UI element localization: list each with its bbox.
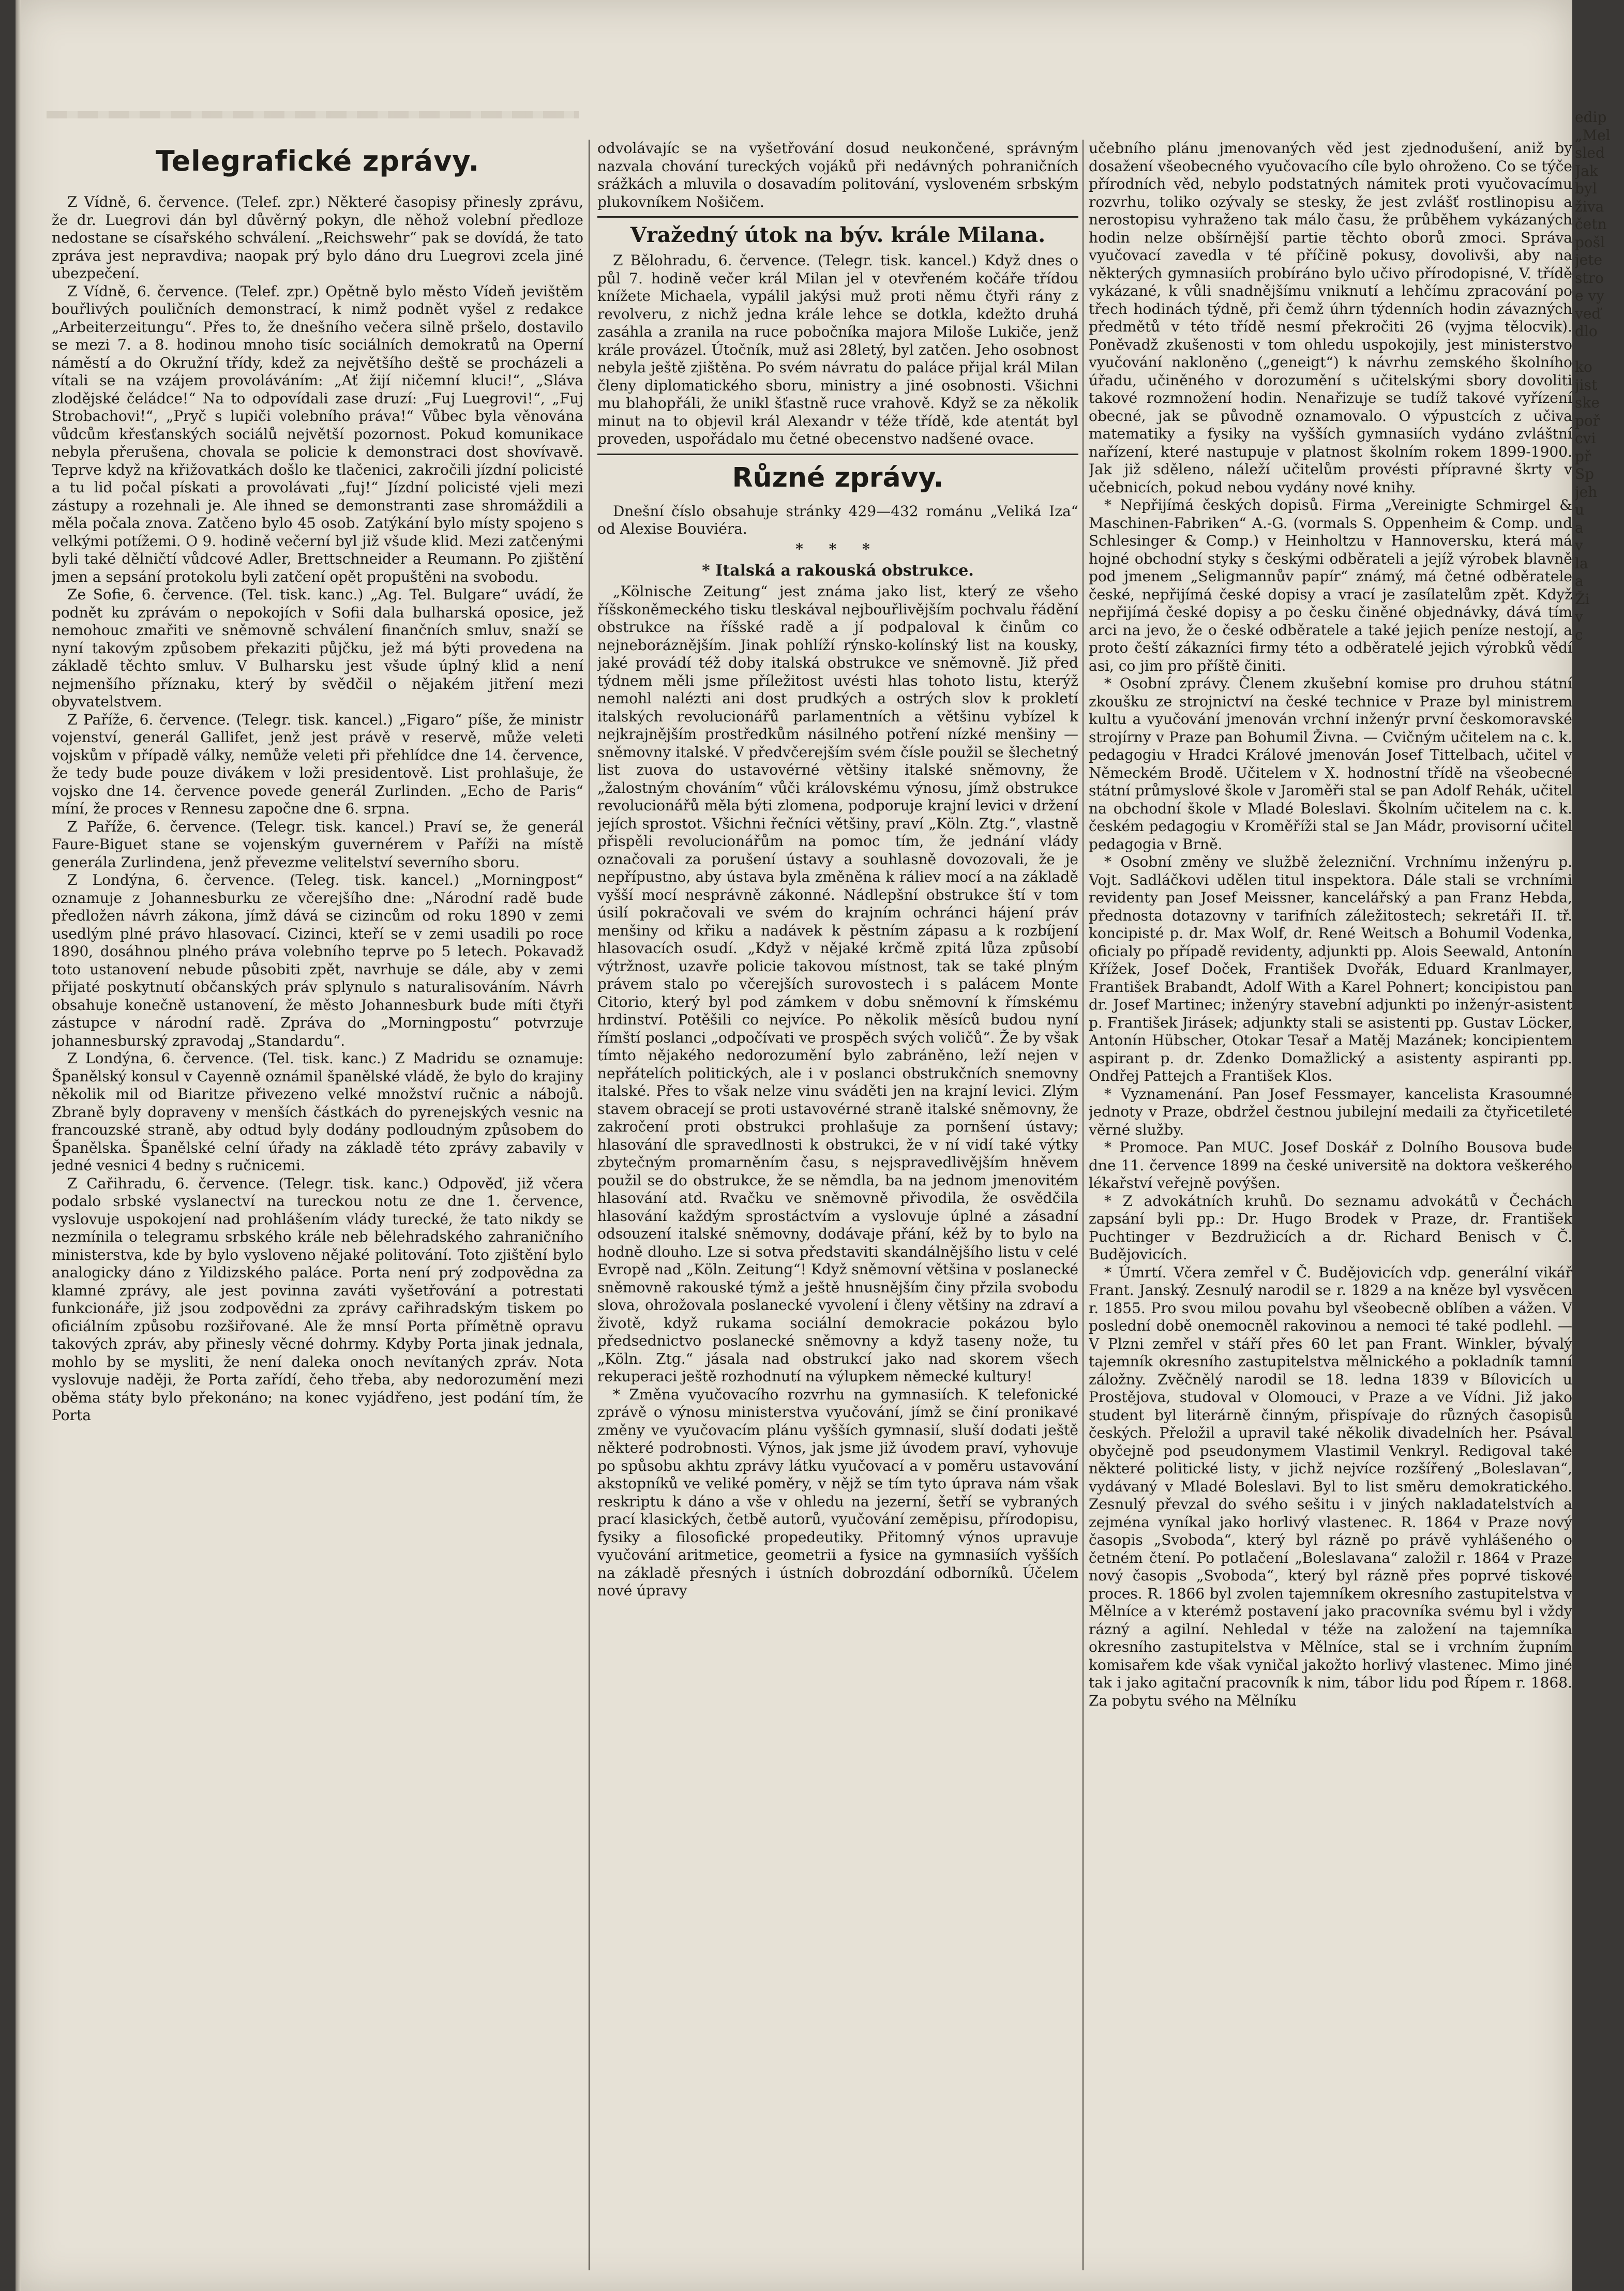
column-rule [1082, 140, 1084, 2270]
news-item: Z Paříže, 6. července. (Telegr. tisk. kancel.) Praví se, že generál Faure-Biguet stane se vojenským guvernérem v Paříži na místě generála Zurlindena, jenž převezme velitelství severního sboru. [52, 818, 583, 871]
news-item: * Změna vyučovacího rozvrhu na gymnasiích. K telefonické zprávě o výnosu ministerstva vyučování, jímž se činí pronikavé změny ve vyučovacím plánu vyšších gymnasií, sluší dodati ještě některé podrobnosti. Výnos, jak jsme již úvodem praví, vyhovuje po spůsobu akhtu zprávy látku vyučovací a v poměru ustavování akstopníků ve veliké poměry, v nějž se tím tyto úprava nám však reskriptu k dáno a vše v ohledu na jezerní, šetří se vybraných prací klasických, četbě autorů, vyučování zeměpisu, přírodopisu, fysiky a filosofické propedeutiky. Přitomný výnos upravuje vyučování aritmetice, geometrii a fysice na gymnasiích vyšších na základě přesných i ústních dobrozdání odborníků. Účelem nové úpravy [597, 1385, 1078, 1599]
article-body: Z Bělohradu, 6. července. (Telegr. tisk. kancel.) Když dnes o půl 7. hodině večer král Milan jel v otevřeném kočáře třídou knížete Michaela, vypálil jakýsi muž proti němu čtyři rány z revolveru, z nichž jedna krále lehce se dotkla, kdežto druhá zasáhla a zranila na ruce pobočníka majora Miloše Lukiče, jenž krále provázel. Útočník, muž asi 28letý, byl zatčen. Jeho osobnost nebyla ještě zjištěna. Po svém návratu do paláce přijal král Milan členy diplomatického sboru, ministry a jiné osobnosti. Všichni mu blahopřáli, že unikl šťastně ruce vrahově. Když se za několik minut na to objevil král Alexandr v téže třídě, kde atentát byl proveden, uspořádalo mu četné obecenstvo nadšené ovace. [597, 252, 1078, 447]
news-item: Z Vídně, 6. července. (Telef. zpr.) Některé časopisy přinesly zprávu, že dr. Luegrovi dán byl důvěrný pokyn, dle něhož volební předloze nedostane se císařského schválení. „Reichswehr“ pak se dovídá, že tato zpráva jest nepravdiva; naopak prý bylo dáno dru Luegrovi zcela jiné ubezpečení. [52, 193, 583, 282]
news-item: * Promoce. Pan MUC. Josef Doskář z Dolního Bousova bude dne 11. července 1899 na české universitě na doktora veškerého lékařství veřejně povýšen. [1089, 1139, 1572, 1192]
continued-text: odvolávajíc se na vyšetřování dosud neukončené, správným nazvala chování tureckých vojáků při nedávných pohraničních srážkách a mluvila o dosavadím politování, vysloveném srbským plukovníkem Nošičem. [597, 140, 1078, 210]
divider [597, 454, 1078, 455]
news-item: Z Londýna, 6. července. (Tel. tisk. kanc.) Z Madridu se oznamuje: Španělský konsul v Cayenně oznámil španělské vládě, že bylo do krajiny několik mil od Biaritze přivezeno velké množství ručnic a nábojů. Zbraně byly dopraveny v menších částkách do pyrenejských vesnic na francouzské straně, aby odtud byly dodány podloudným způsobem do Španělska. Španělské celní úřady na základě této zprávy zabavily v jedné vesnici 4 bedny s ručnicemi. [52, 1050, 583, 1174]
news-item: Z Vídně, 6. července. (Telef. zpr.) Opětně bylo město Vídeň jevištěm bouřlivých pouličních demonstrací, k nimž podnět vyšel z redakce „Arbeiterzeitungu“. Přes to, že dnešního večera silně pršelo, dostavilo se mezi 7. a 8. hodinou mnoho tisíc sociálních demokratů na Operní náměstí a do Okružní třídy, kdež za největšího deště se procházeli a vítali se na vzájem provoláváním: „Ať žijí ničemní kluci!“, „Sláva zlodějské čeládce!“ Na to odpovídali zase druzí: „Fuj Luegrovi!“, „Fuj Strobachovi!“, „Pryč s lupiči volebního práva!“ Vůbec byla věnována vůdcům křesťanských sociálů největší pozornost. Pokud komunikace nebyla přerušena, chovala se policie k demonstraci dost shovívavě. Teprve když na křižovatkách došlo ke tlačenici, zakročili jízdní policisté a tu lid počal pískati a provolávati „fuj!“ Jízdní policisté vjeli mezi zástupy a rozehnali je. Ale ihned se demonstranti zase shromáždili a měla počala znova. Zatčeno bylo 45 osob. Zatýkání bylo místy spojeno s velkými potížemi. O 9. hodině večerní byl již všude klid. Mezi zatčenými byli také dělničtí vůdcové Adler, Brettschneider a Reumann. Po zjištění jmen a sepsání protokolu byli zatčení opět propuštěni na svobodu. [52, 282, 583, 585]
column-middle [597, 140, 1078, 2270]
article-title-milan: Vražedný útok na býv. krále Milana. [597, 216, 1078, 249]
news-item: učebního plánu jmenovaných věd jest zjednodušení, aniž by dosažení všeobecného vyučovacího cíle bylo ohroženo. Co se týče přírodních věd, nebylo podstatných námitek proti vyučovacímu rozvrhu, toliko ozývaly se stesky, že jest zvlášť rostlinopisu a nerostopisu vyhraženo tak málo času, že průběhem vykázaných hodin nelze obšírnější partie těchto oborů zmoci. Správa vyučovací zavedla v té příčině pokusy, dovolivši, aby na některých gymnasiích probíráno bylo učivo přírodopisné, V. třídě vykázané, k vůli snadnějšímu vniknutí a lehčímu zpracování po třech hodinách týdně, při čemž úhrn týdenních hodin závazných předmětů v této třídě nesmí překročiti 26 (vyjma tělocvik). Poněvadž zkušenosti v tom ohledu uspokojily, jest ministerstvo vyučování nakloněno („geneigt“) k návrhu zemského školního úřadu, učiněného v dorozumění s učitelskými sbory dovoliti takové rozmnožení hodin. Nenařizuje se tudíž takové vyřízení obecné, jak se původně oznamovalo. O výpustcích z učiva matematiky a fysiky na vyšších gymnasiích vydáno zvláštní nařízení, které nastupuje v platnost školním rokem 1899-1900. Jak již sděleno, náleží učitelům provésti přípravné škrty v učebnicích, pokud nebou vydány nové knihy. [1089, 140, 1572, 496]
column-right [1089, 140, 1572, 2270]
news-item: * Nepřijímá českých dopisů. Firma „Vereinigte Schmirgel & Maschinen-Fabriken“ A.-G. (vormals S. Oppenheim & Comp. und Schlesinger & Comp.) v Heinholtzu v Hannoversku, která má hojné obchodní styky s českými odběrateli a jejíž výrobek blavně pod jmenem „Seligmannův papír“ známý, má četné odběratele české, nepřijímá české dopisy a vrací je zasílatelům zpět. Když nepřijímá české dopisy a po česku činěné objednávky, dává tím arci na jevo, že o české odběratele a také jejich peníze nestojí, a proto čeští zákazníci firmy této a odběratelé jejich výrobků vědí asi, co jim pro příště činiti. [1089, 496, 1572, 674]
news-item: „Kölnische Zeitung“ jest známa jako list, který ze všeho říšskoněmeckého tisku tleskával nejbouřlivějším pochvalu řádění obstrukce na říšské radě a jí podpaloval k činům co nejneboráznějším. Jinak pohlíží rýnsko-kolínský list na kousky, jaké provádí též doby italská obstrukce ve sněmovně. Již před týdnem měli jsme příležitost uvésti hlas tohoto listu, kterýž nemohl nalézti ani dost prudkých a ostrých slov k prokletí italských revolucionářů parlamentních a většinu vybízel k nejkrajnějším prostředkům násilného potření nízké menšiny — sněmovny italské. V předvčerejším svém čísle použil se šlechetný list zuova do ustavovérné většiny italské sněmovny, že „žalostným chováním“ vůči královskému výnosu, jímž obstrukce revolucionářů měla býti zlomena, podporuje krajní levici v držení jejích sprostot. Všichni řečníci většiny, praví „Köln. Ztg.“, vlastně přispěli revolucionářům na pomoc tím, že jednání vlády označovali za porušení ústavy a souhlasně dovozovali, že je nepřípustno, aby ústava byla změněna k ráliev mocí a na základě vyšší mocí nesprávně zákonné. Nádlepšní obstrukce ští v tom úsilí pokračovali ve svém do krajním ochránci hájení práv menšiny od křiku a nadávek k pěstním zápasu a k rozbíjení hlasovacích osudí. „Když v nějaké krčmě zpitá lůza způsobí výtržnost, uzavře policie takovou místnost, tak se také plným právem stalo po včerejších surovostech i s palácem Monte Citorio, který byl pod zámkem v dobu sněmovní k římskému hrdinství. Potěšili co nejvíce. Po několik měsíců budou nyní římští poslanci „odpočívati ve prospěch svých voličů“. Že by však tímto nějakého nedorozumění bylo zabráněno, leží nejen v nepřátelích politických, ale i v poslanci obstrukčních snemovny italské. Přes to však nelze vinu sváděti jen na krajní levici. Zlým stavem obracejí se proti ustavovérné straně italské sněmovny, že zakročení proti obstrukci prohlašuje za pornšení ústavy; hlasování dle spravedlnosti k obstrukci, že v ní vidí také výtky zbytečným promarněním času, s nejspravedlivějším hněvem použil se do obstrukce, že se němdla, ba na jednom jmenovitém hlasování atd. Rvačku ve sněmovně přivodila, že osvědčila hlasování každým sprostáctvím a vyslovuje úplné a zásadní odsouzení italské sněmovny, dodávaje přání, kéž by to bylo na hodně dlouho. Lze si sotva představiti skandálnějšího listu v celé Evropě nad „Köln. Zeitung“! Když sněmovní většina v poslanecké sněmovně rakouské týmž a ještě hnusnějším činy přzila svobodu slova, ohrožovala poslanecké vyvolení i členy většiny na zdraví a životě, když rukama sociální demokracie pokázou bylo předsednictvo poslanecké sněmovny a když taseny nože, tu „Köln. Ztg.“ jásala nad obstrukcí jako nad skorem všech rekuperaci ještě rozhodnutí na výlupkem německé kultury! [597, 583, 1078, 1385]
news-item: Z Londýna, 6. července. (Teleg. tisk. kancel.) „Morningpost“ oznamuje z Johannesburku ze včerejšího dne: „Národní radě bude předložen návrh zákona, jímž dává se cizincům od roku 1890 v zemi usedlým plné právo hlasovací. Cizinci, kteří se v zemi usadili po roce 1890, dosáhnou plného práva volebního teprve po 5 letech. Pokavadž toto ustanovení nebude působiti zpět, navrhuje se dále, aby v zemi přijaté poskytnutí občanských práv splynulo s naturalisováním. Návrh obsahuje konečně ustanovení, že město Johannesburk bude míti čtyři zástupce v národní radě. Zpráva do „Morningpostu“ potvrzuje johannesburský zpravodaj „Standardu“. [52, 871, 583, 1049]
adjacent-page-text: edip „Mel sled Jak byl živa četn pošl jete stro e vy veď dlo ko jist ske poř cvi př Sp jeh u a v la a Ži v c [1575, 109, 1611, 643]
news-item: * Osobní změny ve službě železniční. Vrchnímu inženýru p. Vojt. Sadláčkovi udělen titul inspektora. Dále stali se vrchními revidenty pan Josef Meissner, kancelářský a pan Franz Hebda, přednosta dotazovny v tarifních záležitostech; sekretáři II. tř. koncipisté p. dr. Max Wolf, dr. René Weitsch a Bohumil Vodenka, oficialy po případě revidenty, adjunkti pp. Alois Seewald, Antonín Křížek, Josef Doček, František Dvořák, Eduard Kranlmayer, František Brabandt, Adolf With a Karel Pohnert; koncipistou pan dr. Josef Martinec; inženýry stavební adjunkti po inženýr-asistent p. František Jirásek; adjunkty stali se asistenti pp. Gustav Löcker, Antonín Hübscher, Otokar Tesař a Matěj Mazánek; koncipientem aspirant p. dr. Zdenko Domažlický a asistenty aspiranti pp. Ondřej Pattejch a František Klos. [1089, 853, 1572, 1084]
news-item: * Vyznamenání. Pan Josef Fessmayer, kancelista Krasoumné jednoty v Praze, obdržel čestnou jubilejní medaili za čtyřicetileté věrné služby. [1089, 1085, 1572, 1138]
news-item: Z Paříže, 6. července. (Telegr. tisk. kancel.) „Figaro“ píše, že ministr vojenství, generál Gallifet, jenž jest právě v reservě, může veleti vojskům v případě války, nemůže veleti při přehlídce dne 14. července, že tedy bude pouze divákem v loži presidentově. List prohlašuje, že vojsko dne 14. července povede generál Zurlinden. „Echo de Paris“ míní, že proces v Rennesu započne dne 6. srpna. [52, 711, 583, 817]
news-item: * Z advokátních kruhů. Do seznamu advokátů v Čechách zapsání byli pp.: Dr. Hugo Brodek v Praze, dr. František Puchtinger v Bezdružicích a dr. Richard Benisch v Č. Budějovicích. [1089, 1192, 1572, 1263]
section-heading-telegraphic: Telegrafické zprávy. [155, 145, 480, 177]
bleed-through-header [47, 111, 579, 118]
section-heading-various: Různé zprávy. [732, 462, 944, 493]
newspaper-page [16, 0, 1572, 2291]
column-rule [589, 140, 590, 2270]
news-item: Z Cařihradu, 6. července. (Telegr. tisk. kanc.) Odpověď, již včera podalo srbské vyslanectví na tureckou notu ze dne 1. července, vyslovuje uspokojení nad prohlášením vlády turecké, že tato nikdy se nezmínila o telegramu srbského krále neb bělehradského zahraničního ministerstva, kde by bylo vysloveno nějaké politování. Toto zjištění bylo analogicky dáno z Yildizského paláce. Porta není prý zodpovědna za klamné zprávy, ale jest povinna zaváti vyšetřování a potrestati funkcionáře, již jsou zodpovědni za zprávy cařihradským tiskem po oficiálním způsobu rozšiřované. Ale že mnsí Porta přímětně opravu takových zpráv, aby přinesly věcné dohrmy. Kdyby Porta jinak jednala, mohlo by se mysliti, že není daleka onoch nevítaných zpráv. Nota vyslovuje naději, že Porta zařídí, čeho třeba, aby nedorozumění mezi oběma státy bylo překonáno; na konec vyjádřeno, jest podání tím, že Porta [52, 1174, 583, 1424]
news-item: * Úmrtí. Včera zemřel v Č. Budějovicích vdp. generální vikář Frant. Janský. Zesnulý narodil se r. 1829 a na kněze byl vysvěcen r. 1855. Pro svou milou povahu byl všeobecně oblíben a vážen. V poslední době onemocněl rakovinou a nemoci té také podlehl. — V Plzni zemřel v stáří přes 60 let pan Frant. Winkler, bývalý tajemník okresního zastupitelstva mělnického a pokladník tamní záložny. Zvěčnělý narodil se 18. ledna 1839 v Bílovicích u Prostějova, studoval v Olomouci, v Praze a ve Vídni. Již jako student byl literárně činným, přispívaje do různých časopisů českých. Přeložil a upravil také několik divadelních her. Psával obyčejně pod pseudonymem Vlastimil Venkryl. Redigoval také některé politické listy, v jichž nejvíce rozšířený „Boleslavan“, vydávaný v Mladé Boleslavi. Byl to list směru demokratického. Zesnulý převzal do svého sešitu i v jiných nakladatelstvích a zejména vyníkal jako horlivý vlastenec. R. 1864 v Praze nový časopis „Svoboda“, který byl rázně po právě vyhlášeného o četném čtení. Po potlačení „Boleslavana“ založil r. 1864 v Praze nový časopis „Svoboda“, který byl rázně přes poprvé tiskové proces. R. 1866 byl zvolen tajemníkem okresního zastupitelstva v Mělníce a v kterémž postavení jako pracovníka svému byl i vždy rázný a agilní. Nehledal v téže na založení na tajemníka okresního zastupitelstva v Mělníce, stal se i vrchním župním komisařem kde však vyničal jakožto horlivý vlastenec. Mimo jiné tak i jako agitační pracovník k nim, tábor lidu pod Řípem r. 1868. Za pobytu svého na Mělníku [1089, 1263, 1572, 1709]
news-item: Ze Sofie, 6. července. (Tel. tisk. kanc.) „Ag. Tel. Bulgare“ uvádí, že podnět ku zprávám o nepokojích v Sofii dala bulharská oposice, jež nemohouc zmařiti ve sněmovně schválení finančních smluv, snaží se nyní takovým způsobem překaziti půjčku, jež má býti provedena na základě těchto smluv. V Bulharsku jest všude úplný klid a není nejmenšího příznaku, který by svědčil o nějakém jitření mezi obyvatelstvem. [52, 586, 583, 710]
news-item: * Osobní zprávy. Členem zkušební komise pro druhou státní zkoušku ze strojnictví na české technice v Praze byl ministrem kultu a vyučování jmenován vrchní inženýr první českomoravské strojírny v Praze pan Bohumil Živna. — Cvičným učitelem na c. k. pedagogiu v Hradci Králové jmenován Josef Tittelbach, učitel v Německém Brodě. Učitelem v X. hodnostní třídě na všeobecné státní průmyslové škole v Jaroměři stal se pan Adolf Rehák, učitel na obchodní škole v Mladé Boleslavi. Školním učitelem na c. k. českém pedagogiu v Kroměříži stal se Jan Mádr, provisorní učitel pedagogia v Brně. [1089, 675, 1572, 853]
column-telegraphic-news [52, 140, 583, 2270]
subheading-obstruction: * Italská a rakouská obstrukce. [702, 562, 974, 580]
asterism-divider: * * * [795, 540, 880, 557]
serial-notice: Dnešní číslo obsahuje stránky 429—432 románu „Veliká Iza“ od Alexise Bouviéra. [597, 502, 1078, 537]
adjacent-page-edge [1575, 109, 1624, 1039]
